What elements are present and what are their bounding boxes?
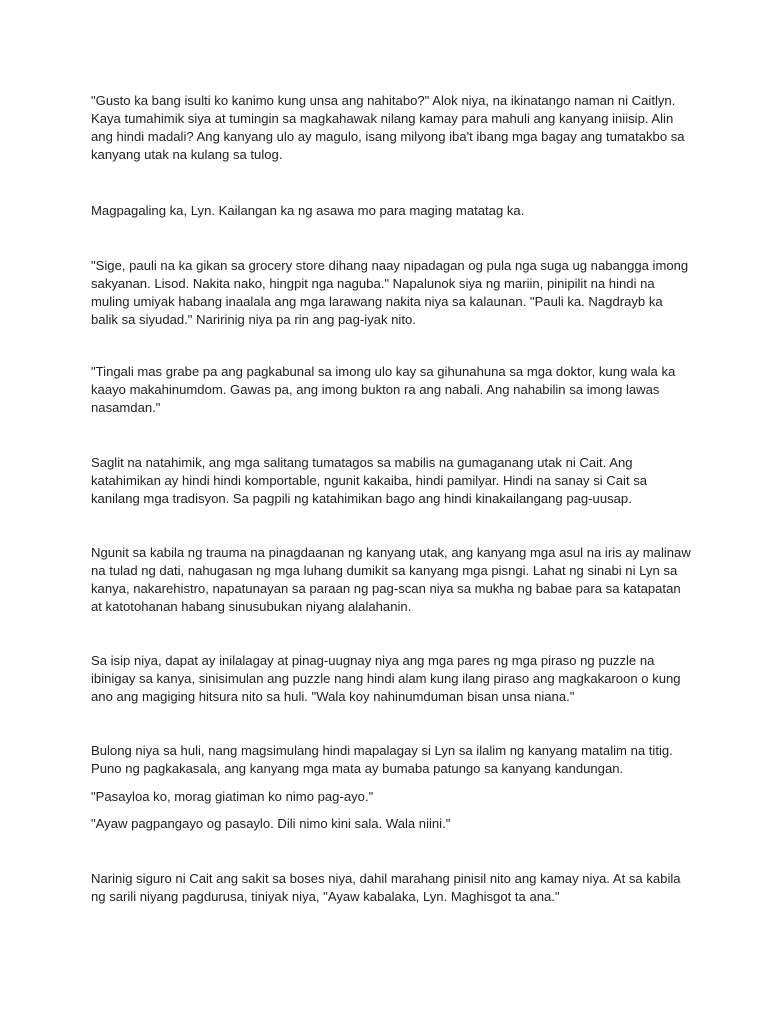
paragraph-4: "Tingali mas grabe pa ang pagkabunal sa imong ulo kay sa gihunahuna sa mga doktor, kung wala ka kaayo makahinumdom. Gawas pa, ang imong bukton ra ang nabali. Ang nahabilin sa imong lawas nasamdan." bbox=[91, 364, 676, 415]
paragraph-6: Ngunit sa kabila ng trauma na pinagdaanan ng kanyang utak, ang kanyang mga asul na iris ay malinaw na tulad ng dati, nahugasan ng mga luhang dumikit sa kanyang mga pisngi. Lahat ng sinabi ni Lyn sa kanya, nakarehistro, napatunayan sa paraan ng pag-scan niya sa mukha ng babae para sa katapatan at katotohanan habang sinusubukan niyang alalahanin. bbox=[91, 545, 691, 614]
paragraph-11: Narinig siguro ni Cait ang sakit sa boses niya, dahil marahang pinisil nito ang kamay niya. At sa kabila ng sarili niyang pagdurusa, tiniyak niya, "Ayaw kabalaka, Lyn. Maghisgot ta ana." bbox=[91, 871, 681, 904]
paragraph-3: "Sige, pauli na ka gikan sa grocery store dihang naay nipadagan og pula nga suga ug nabangga imong sakyanan. Lisod. Nakita nako, hingpit nga naguba." Napalunok siya ng mariin, pinipilit na hindi na muling umiyak habang inaalala ang mga larawang nakita niya sa kalaunan. "Pauli ka. Nagdrayb ka balik sa siyudad." Naririnig niya pa rin ang pag-iyak nito. bbox=[91, 258, 689, 327]
paragraph-10: "Ayaw pagpangayo og pasaylo. Dili nimo kini sala. Wala niini." bbox=[91, 816, 451, 831]
paragraph-8: Bulong niya sa huli, nang magsimulang hindi mapalagay si Lyn sa ilalim ng kanyang matalim na titig. Puno ng pagkakasala, ang kanyang mga mata ay bumaba patungo sa kanyang kandungan. bbox=[91, 743, 673, 776]
paragraph-5: Saglit na natahimik, ang mga salitang tumatagos sa mabilis na gumaganang utak ni Cait. Ang katahimikan ay hindi hindi komportable, ngunit kakaiba, hindi pamilyar. Hindi na sanay si Cait sa kanilang mga tradisyon. Sa pagpili ng katahimikan bago ang hindi kinakailangang pag-uusap. bbox=[91, 455, 648, 506]
paragraph-9: "Pasayloa ko, morag giatiman ko nimo pag-ayo." bbox=[91, 789, 374, 804]
paragraph-2: Magpagaling ka, Lyn. Kailangan ka ng asawa mo para maging matatag ka. bbox=[91, 203, 525, 218]
paragraph-1: "Gusto ka bang isulti ko kanimo kung unsa ang nahitabo?" Alok niya, na ikinatango naman ni Caitlyn. Kaya tumahimik siya at tumingin sa magkahawak nilang kamay para mahuli ang kanyang iniisip. Alin ang hindi madali? Ang kanyang ulo ay magulo, isang milyong iba't ibang mga bagay ang tumatakbo sa kanyang utak na kulang sa tulog. bbox=[91, 93, 685, 162]
paragraph-7: Sa isip niya, dapat ay inilalagay at pinag-uugnay niya ang mga pares ng mga piraso ng puzzle na ibinigay sa kanya, sinisimulan ang puzzle nang hindi alam kung ilang piraso ang magkakaroon o kung ano ang magiging hitsura nito sa huli. "Wala koy nahinumduman bisan unsa niana." bbox=[91, 653, 681, 704]
